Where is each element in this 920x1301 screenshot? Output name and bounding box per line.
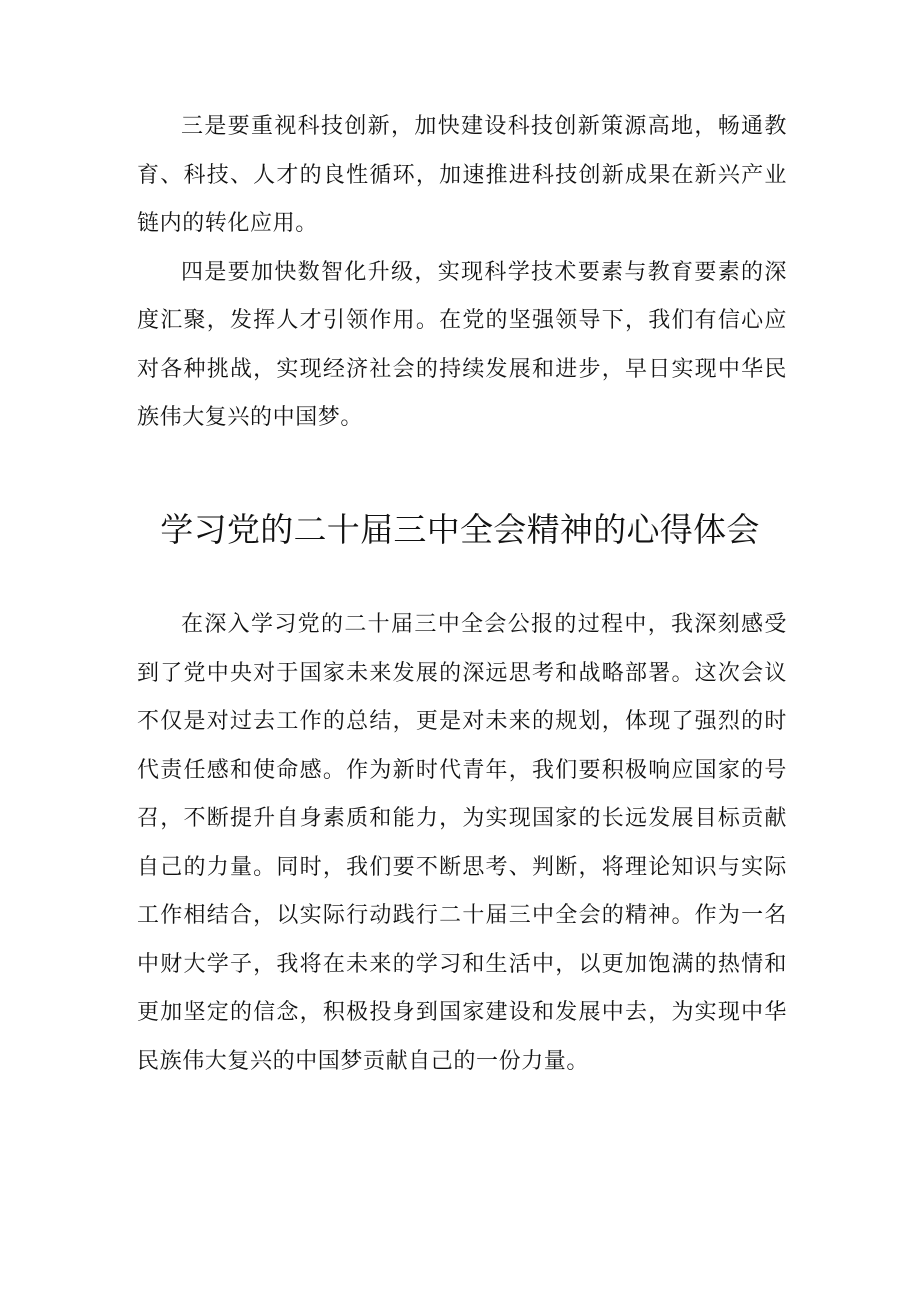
article-body: [137, 601, 787, 1086]
paragraph-reflection: 在深入学习党的二十届三中全会公报的过程中，我深刻感受到了党中央对于国家未来发展的深远思考和战略部署。这次会议不仅是对过去工作的总结，更是对未来的规划，体现了强烈的时代责任感和使命感。作为新时代青年，我们要积极响应国家的号召，不断提升自身素质和能力，为实现国家的长远发展目标贡献自己的力量。同时，我们要不断思考、判断，将理论知识与实际工作相结合，以实际行动践行二十届三中全会的精神。作为一名中财大学子，我将在未来的学习和生活中，以更加饱满的热情和更加坚定的信念，积极投身到国家建设和发展中去，为实现中华民族伟大复兴的中国梦贡献自己的一份力量。: [137, 612, 787, 1074]
article-title: 学习党的二十届三中全会精神的心得体会: [160, 510, 760, 549]
previous-article-ending: [137, 103, 787, 443]
paragraph-digital-upgrade: 四是要加快数智化升级，实现科学技术要素与教育要素的深度汇聚，发挥人才引领作用。在党的坚强领导下，我们有信心应对各种挑战，实现经济社会的持续发展和进步，早日实现中华民族伟大复兴的中国梦。: [137, 259, 787, 430]
paragraph-innovation: 三是要重视科技创新，加快建设科技创新策源高地，畅通教育、科技、人才的良性循环，加速推进科技创新成果在新兴产业链内的转化应用。: [137, 114, 787, 236]
